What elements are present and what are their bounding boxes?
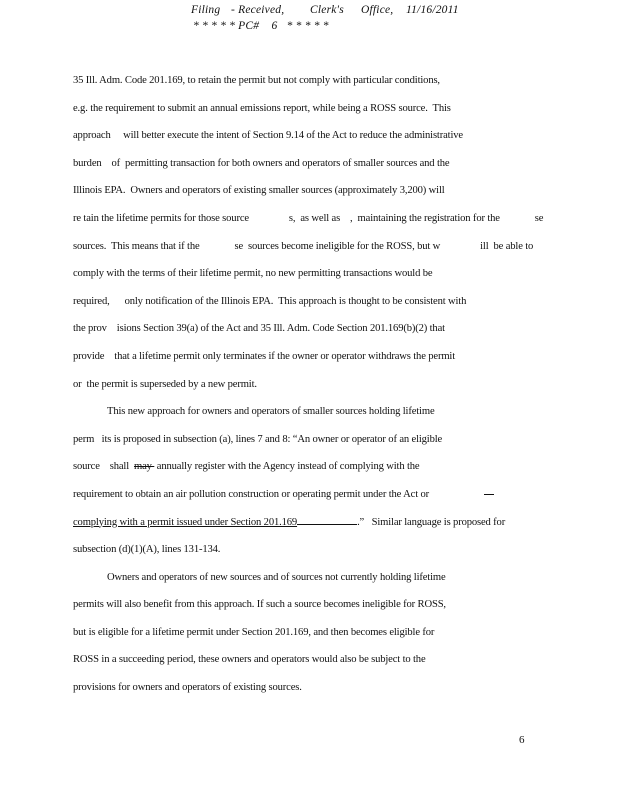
text-line: comply with the terms of their lifetime permit, no new permitting transactions would be <box>73 268 433 280</box>
page-number: 6 <box>519 734 525 746</box>
text-line: permits will also benefit from this approach. If such a source becomes ineligible for ROSS, <box>73 599 446 611</box>
text-line: perm its is proposed in subsection (a), lines 7 and 8: “An owner or operator of an eligible <box>73 433 443 445</box>
text-line: e.g. the requirement to submit an annual emissions report, while being a ROSS source. This <box>73 102 451 114</box>
body-text <box>73 67 544 702</box>
text-line: sources. This means that if the se sources become ineligible for the ROSS, but w ill be able to <box>73 240 534 252</box>
text-segment: source shall <box>73 461 134 473</box>
text-line <box>73 481 523 509</box>
header-received: - Received, <box>231 4 285 16</box>
text-segment: requirement to obtain an air pollution construction or operating permit under the Act or <box>73 488 430 500</box>
header-clerks: Clerk's <box>310 4 344 16</box>
text-line: ROSS in a succeeding period, these owners and operators would also be subject to the <box>73 654 426 666</box>
header-office: Office, <box>361 4 394 16</box>
text-line: subsection (d)(1)(A), lines 131-134. <box>73 544 221 556</box>
text-segment: annually register with the Agency instead of complying with the <box>154 461 420 473</box>
text-line: provide that a lifetime permit only terminates if the owner or operator withdraws the permit <box>73 350 456 362</box>
header-pc-number: * * * * * PC# 6 * * * * * <box>193 20 329 32</box>
struck-word: may <box>134 461 155 473</box>
text-line: 35 Ill. Adm. Code 201.169, to retain the permit but not comply with particular conditions, <box>73 75 440 86</box>
text-line-with-strikethrough <box>73 453 523 481</box>
paragraph-start-line: This new approach for owners and operators of smaller sources holding lifetime <box>107 406 435 418</box>
text-line-with-insertion <box>73 509 523 537</box>
header-filing: Filing <box>191 4 221 16</box>
inserted-blank-underline <box>297 511 357 525</box>
text-line: but is eligible for a lifetime permit under Section 201.169, and then becomes eligible for <box>73 626 435 638</box>
inserted-text: complying with a permit issued under Section 201.169 <box>73 516 298 528</box>
header-date: 11/16/2011 <box>406 4 459 16</box>
text-line: re tain the lifetime permits for those source s, as well as , maintaining the registration for the se <box>73 212 544 224</box>
text-line: burden of permitting transaction for both owners and operators of smaller sources and the <box>73 157 450 169</box>
text-line: the prov isions Section 39(a) of the Act and 35 Ill. Adm. Code Section 201.169(b)(2) that <box>73 323 445 335</box>
text-line: or the permit is superseded by a new permit. <box>73 378 257 390</box>
text-line: provisions for owners and operators of existing sources. <box>73 682 302 694</box>
paragraph-start-line: Owners and operators of new sources and of sources not currently holding lifetime <box>107 571 446 583</box>
text-line: required, only notification of the Illinois EPA. This approach is thought to be consistent with <box>73 295 467 307</box>
inserted-blank-underline <box>484 481 494 495</box>
text-line: Illinois EPA. Owners and operators of existing smaller sources (approximately 3,200) will <box>73 185 445 197</box>
text-segment: .” Similar language is proposed for <box>357 516 506 528</box>
text-line: approach will better execute the intent of Section 9.14 of the Act to reduce the administrative <box>73 130 463 142</box>
